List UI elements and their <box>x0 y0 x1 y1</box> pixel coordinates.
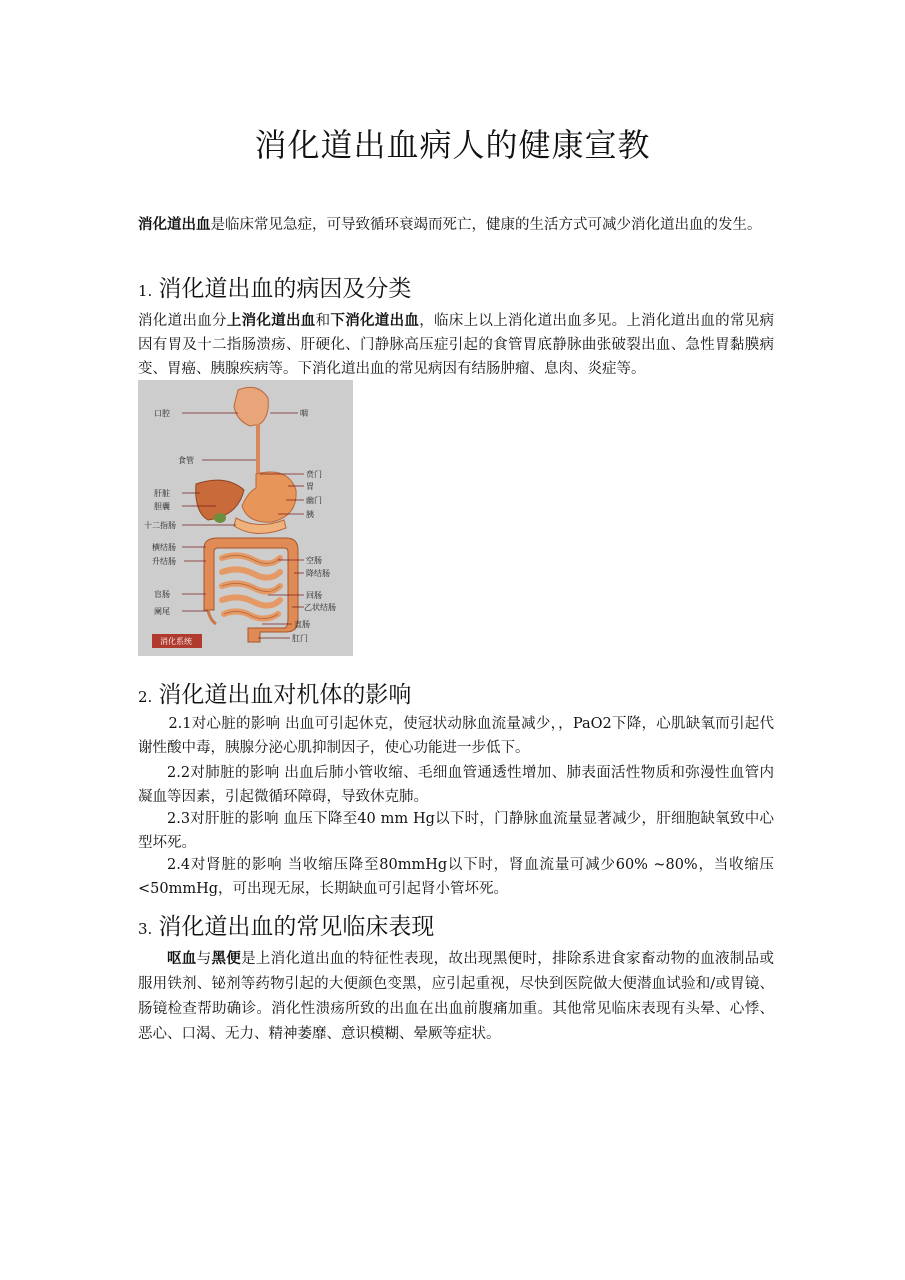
section-1-heading <box>138 270 411 303</box>
label-sigmoid-colon: 乙状结肠 <box>304 603 336 612</box>
label-duodenum: 十二指肠 <box>144 521 176 530</box>
section-3-number: 3. <box>138 920 153 938</box>
intro-paragraph <box>138 213 774 237</box>
section-3-title: 消化道出血的常见临床表现 <box>158 914 435 940</box>
page-title: 消化道出血病人的健康宣教 <box>254 126 651 164</box>
section-1-title: 消化道出血的病因及分类 <box>158 276 412 302</box>
label-jejunum: 空肠 <box>306 556 322 565</box>
section-3-bold: 黑便 <box>211 950 242 967</box>
label-pylorus: 幽门 <box>306 496 322 505</box>
label-cecum: 盲肠 <box>154 590 170 599</box>
intro-bold: 消化道出血 <box>138 216 211 233</box>
section-1-text: 和 <box>315 313 331 329</box>
label-transverse-colon: 横结肠 <box>152 543 176 552</box>
digestive-system-figure <box>138 380 353 656</box>
section-3-bold: 呕血 <box>167 950 197 967</box>
label-mouth: 口腔 <box>154 409 170 418</box>
label-pancreas: 胰 <box>306 510 314 519</box>
section-1-bold: 下消化道出血 <box>330 312 420 329</box>
label-esophagus: 食管 <box>178 456 194 465</box>
section-2-item-4: 2.4对肾脏的影响 当收缩压降至80mmHg以下时，肾血流量可减少60% ~80%，当收缩压<50mmHg，可出现无尿，长期缺血可引起肾小管坏死。 <box>138 857 774 897</box>
digestive-diagram <box>138 380 353 656</box>
label-anus: 肛门 <box>292 634 308 643</box>
figure-caption: 消化系统 <box>160 637 192 646</box>
section-3-text: 是上消化道出血的特征性表现，故出现黑便时，排除系进食家畜动物的血液制品或服用铁剂、铋剂等药物引起的大便颜色变黑，应引起重视，尽快到医院做大便潜血试验和/或胃镜、肠镜检查帮助确诊。消化性溃疡所致的出血在出血前腹痛加重。其他常见临床表现有头晕、心悸、恶心、口渴、无力、精神萎靡、意识模糊、晕厥等症状。 <box>138 951 774 1042</box>
section-2-item-2: 2.2对肺脏的影响 出血后肺小管收缩、毛细血管通透性增加、肺表面活性物质和弥漫性血管内凝血等因素，引起微循环障碍，导致休克肺。 <box>138 765 774 805</box>
section-2-item-1: 2.1对心脏的影响 出血可引起休克，使冠状动脉血流量减少，，PaO2下降，心肌缺氧而引起代谢性酸中毒，胰腺分泌心肌抑制因子，使心功能进一步低下。 <box>138 716 774 756</box>
section-3-heading <box>138 908 434 941</box>
label-cardia: 贲门 <box>306 470 322 479</box>
label-pharynx: 咽 <box>300 409 308 418</box>
label-gallbladder: 胆囊 <box>154 502 170 511</box>
label-appendix: 阑尾 <box>154 607 170 616</box>
section-1-number: 1. <box>138 282 153 300</box>
section-2-item-3: 2.3对肝脏的影响 血压下降至40 mm Hg以下时，门静脉血流量显著减少，肝细胞缺氧致中心型坏死。 <box>138 811 774 851</box>
section-3-paragraph <box>138 946 774 1047</box>
label-descending-colon: 降结肠 <box>306 569 330 578</box>
label-liver: 肝脏 <box>154 489 170 498</box>
label-stomach: 胃 <box>306 482 314 491</box>
section-3-text: 与 <box>196 951 212 967</box>
intro-text: 是临床常见急症，可导致循环衰竭而死亡，健康的生活方式可减少消化道出血的发生。 <box>210 217 762 233</box>
section-2-title: 消化道出血对机体的影响 <box>158 682 412 708</box>
section-1-text: ，临床上以上消化道出血多见。上消化道出血的常见病因有胃及十二指肠溃疡、肝硬化、门静脉高压症引起的食管胃底静脉曲张破裂出血、急性胃黏膜病变、胃癌、胰腺疾病等。下消化道出血的常见病因有结肠肿瘤、息肉、炎症等。 <box>138 313 775 377</box>
label-rectum: 直肠 <box>294 620 310 629</box>
section-1-bold: 上消化道出血 <box>226 312 316 329</box>
label-ileum: 回肠 <box>306 591 322 600</box>
label-ascending-colon: 升结肠 <box>152 557 176 566</box>
section-2-heading <box>138 676 411 709</box>
section-1-text: 消化道出血分 <box>138 313 227 329</box>
section-1-paragraph <box>138 309 774 381</box>
section-2-number: 2. <box>138 688 153 706</box>
